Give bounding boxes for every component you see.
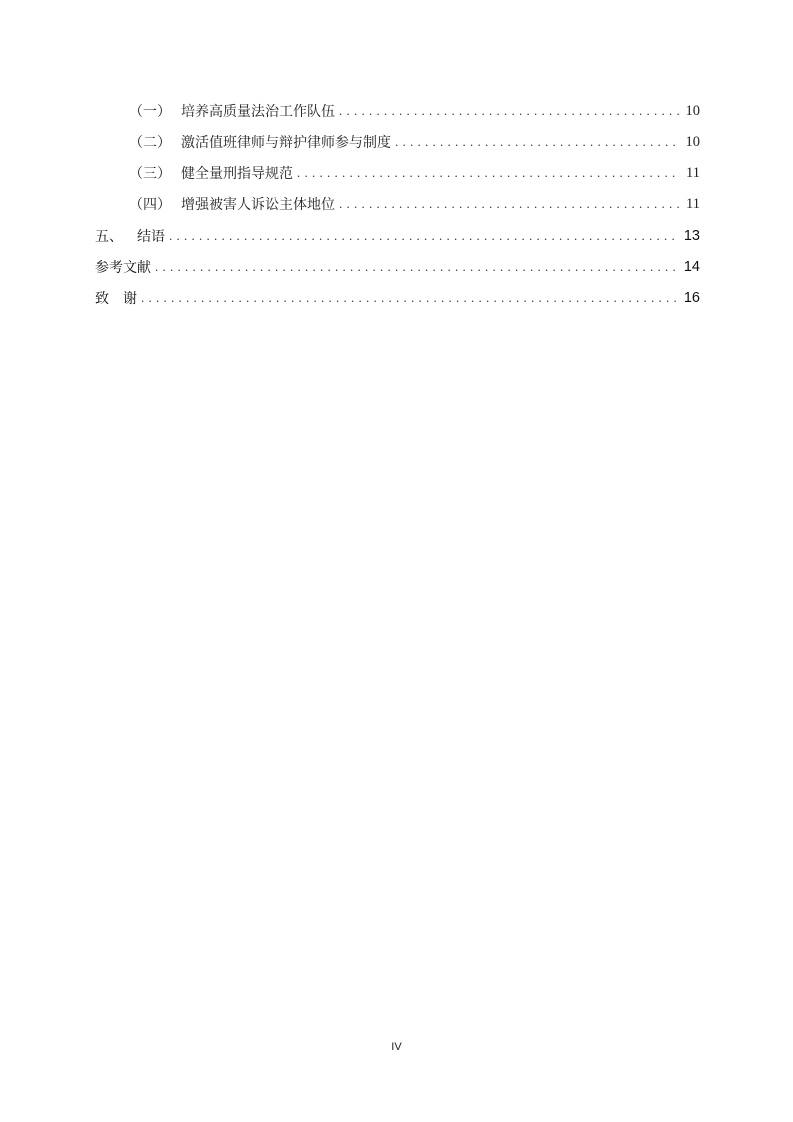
toc-entry-duty-lawyer-system[interactable] [95, 131, 700, 153]
toc-entry-cultivate-legal-team[interactable] [95, 100, 700, 122]
toc-entry-acknowledgements[interactable] [95, 287, 700, 309]
toc-entry-page: 11 [686, 195, 700, 212]
toc-entry-marker: 五、 [95, 229, 123, 245]
dot-leader [297, 162, 680, 184]
toc-entry-label: 致 谢 [95, 291, 137, 307]
toc-entry-page: 10 [685, 133, 700, 150]
toc-entry-label: 培养高质量法治工作队伍 [181, 104, 335, 120]
toc-entry-page: 13 [683, 228, 700, 244]
page-number: IV [391, 1041, 402, 1053]
toc-entry-label: 激活值班律师与辩护律师参与制度 [181, 135, 391, 151]
toc-entry-label: 健全量刑指导规范 [181, 166, 293, 182]
toc-entry-victim-status[interactable] [95, 193, 700, 215]
toc-entry-marker: （四） [129, 197, 171, 213]
dot-leader [141, 287, 678, 309]
toc-entry-page: 11 [686, 164, 700, 181]
toc-entry-page: 10 [685, 102, 700, 119]
toc-entry-sentencing-guidance[interactable] [95, 162, 700, 184]
toc-entry-page: 14 [683, 259, 700, 275]
toc-entry-conclusion[interactable] [95, 225, 700, 247]
toc-entry-marker: （一） [129, 104, 171, 120]
dot-leader [395, 131, 680, 153]
toc-entry-label: 结语 [137, 229, 165, 245]
toc-entry-marker: （二） [129, 135, 171, 151]
toc-entry-label: 增强被害人诉讼主体地位 [181, 197, 335, 213]
toc-entry-references[interactable] [95, 256, 700, 278]
dot-leader [339, 193, 680, 215]
toc-entry-marker: （三） [129, 166, 171, 182]
toc-entry-page: 16 [683, 290, 700, 306]
dot-leader [155, 256, 678, 278]
dot-leader [339, 100, 680, 122]
dot-leader [169, 225, 678, 247]
toc-entry-label: 参考文献 [95, 260, 151, 276]
